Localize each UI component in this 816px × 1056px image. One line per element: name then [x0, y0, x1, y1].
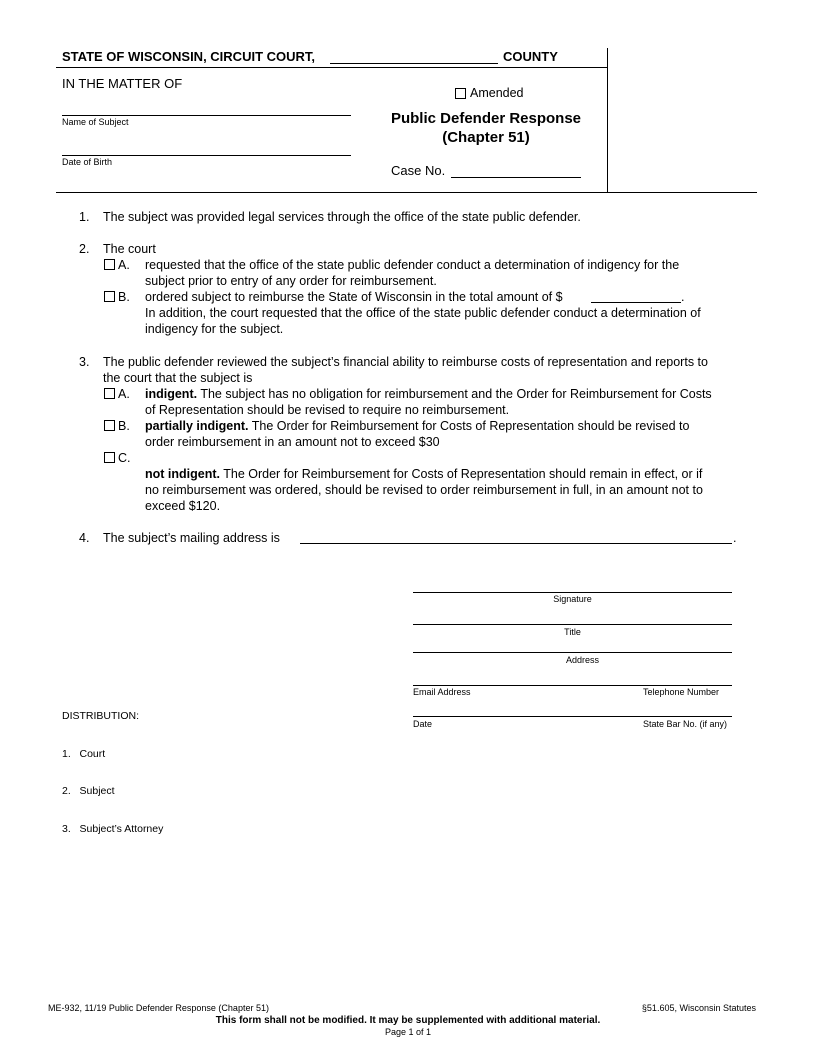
item-3b-bold: partially indigent.: [145, 419, 249, 433]
item-3-line1: The public defender reviewed the subject’s financial ability to reimburse costs of representation and reports to: [103, 355, 708, 369]
date-of-birth-field[interactable]: [62, 155, 351, 156]
distribution-item: 1. Court: [62, 747, 106, 760]
item-3-line2: the court that the subject is: [103, 371, 253, 385]
name-of-subject-label: Name of Subject: [62, 117, 129, 127]
item-3b-line1: [145, 418, 689, 434]
item-2b-checkbox[interactable]: [104, 291, 115, 302]
county-label: COUNTY: [503, 49, 558, 64]
item-3c-bold: not indigent.: [145, 467, 220, 481]
item-1-text: The subject was provided legal services through the office of the state public defender.: [103, 210, 581, 224]
email-phone-field[interactable]: [413, 685, 732, 686]
county-name-field[interactable]: [330, 63, 498, 64]
item-3a-checkbox[interactable]: [104, 388, 115, 399]
distribution-item: 3. Subject’s Attorney: [62, 822, 164, 835]
item-2a-checkbox[interactable]: [104, 259, 115, 270]
date-label: Date: [413, 719, 433, 729]
mailing-address-field[interactable]: [300, 543, 732, 544]
form-title-line2: (Chapter 51): [442, 129, 530, 146]
distribution-item: 2. Subject: [62, 785, 115, 797]
title-field[interactable]: [413, 624, 732, 625]
email-label: Email Address: [413, 687, 471, 697]
item-3c-checkbox[interactable]: [104, 452, 115, 463]
item-3c-letter: C.: [118, 451, 131, 465]
distribution-list: [62, 685, 163, 848]
title-label: Title: [564, 627, 581, 637]
item-3a-bold: indigent.: [145, 387, 198, 401]
item-2b-line1: ordered subject to reimburse the State of Wisconsin in the total amount of $: [145, 290, 563, 304]
item-3b-letter: B.: [118, 419, 130, 433]
item-2b-letter: B.: [118, 290, 130, 304]
item-2b-line3: indigency for the subject.: [145, 322, 284, 336]
footer-notice: This form shall not be modified. It may be supplemented with additional material.: [215, 1015, 601, 1026]
item-3b-line2: order reimbursement in an amount not to exceed $30: [145, 435, 440, 449]
header-divider-top: [56, 67, 607, 68]
item-1-number: 1.: [79, 210, 90, 224]
reimburse-amount-field[interactable]: [591, 302, 681, 303]
item-3b-text: The Order for Reimbursement for Costs of Representation should be revised to: [248, 419, 690, 433]
matter-label: IN THE MATTER OF: [62, 76, 183, 91]
item-4-text: The subject’s mailing address is: [103, 531, 280, 545]
item-3a-line2: of Representation should be revised to require no reimbursement.: [145, 403, 510, 417]
date-barno-field[interactable]: [413, 716, 732, 717]
item-3a-text: The subject has no obligation for reimbursement and the Order for Reimbursement for Costs: [197, 387, 712, 401]
footer-statute: §51.605, Wisconsin Statutes: [641, 1003, 756, 1013]
item-2b-line1-end: .: [681, 290, 685, 304]
item-3c-text: The Order for Reimbursement for Costs of Representation should remain in effect, or if: [219, 467, 703, 481]
amended-label: Amended: [470, 86, 524, 100]
item-2a-line1: requested that the office of the state public defender conduct a determination of indigency for the: [145, 258, 680, 272]
item-3a-letter: A.: [118, 387, 130, 401]
item-3b-checkbox[interactable]: [104, 420, 115, 431]
item-4-end: .: [733, 531, 737, 545]
item-3c-line3: exceed $120.: [145, 499, 221, 513]
header-right-border: [607, 48, 608, 192]
header-divider-bottom: [56, 192, 757, 193]
form-title-line1: Public Defender Response: [390, 110, 582, 127]
item-2-lead: The court: [103, 242, 156, 256]
address-label: Address: [565, 655, 600, 665]
item-2a-letter: A.: [118, 258, 130, 272]
item-3a-line1: [145, 386, 712, 402]
form-title: [376, 109, 596, 147]
case-no-field[interactable]: [451, 177, 581, 178]
item-3-number: 3.: [79, 355, 90, 369]
item-3c-line1: [145, 466, 702, 482]
item-2a-line2: subject prior to entry of any order for reimbursement.: [145, 274, 437, 288]
item-2-number: 2.: [79, 242, 90, 256]
subject-name-field[interactable]: [62, 115, 351, 116]
item-2b-line2: In addition, the court requested that the office of the state public defender conduct a determination of: [145, 306, 701, 320]
item-3c-line2: no reimbursement was ordered, should be revised to order reimbursement in full, in an amount not to: [145, 483, 703, 497]
footer-page-number: Page 1 of 1: [384, 1027, 432, 1037]
date-of-birth-label: Date of Birth: [62, 157, 113, 167]
signature-field[interactable]: [413, 592, 732, 593]
address-field[interactable]: [413, 652, 732, 653]
signature-label: Signature: [553, 594, 592, 604]
distribution-heading: DISTRIBUTION:: [62, 710, 140, 722]
item-4-number: 4.: [79, 531, 90, 545]
phone-label: Telephone Number: [643, 687, 720, 697]
amended-checkbox[interactable]: [455, 88, 466, 99]
bar-no-label: State Bar No. (if any): [643, 719, 728, 729]
footer-form-id: ME-932, 11/19 Public Defender Response (Chapter 51): [48, 1003, 269, 1013]
case-no-label: Case No.: [391, 163, 446, 178]
state-court-label: STATE OF WISCONSIN, CIRCUIT COURT,: [62, 49, 316, 64]
